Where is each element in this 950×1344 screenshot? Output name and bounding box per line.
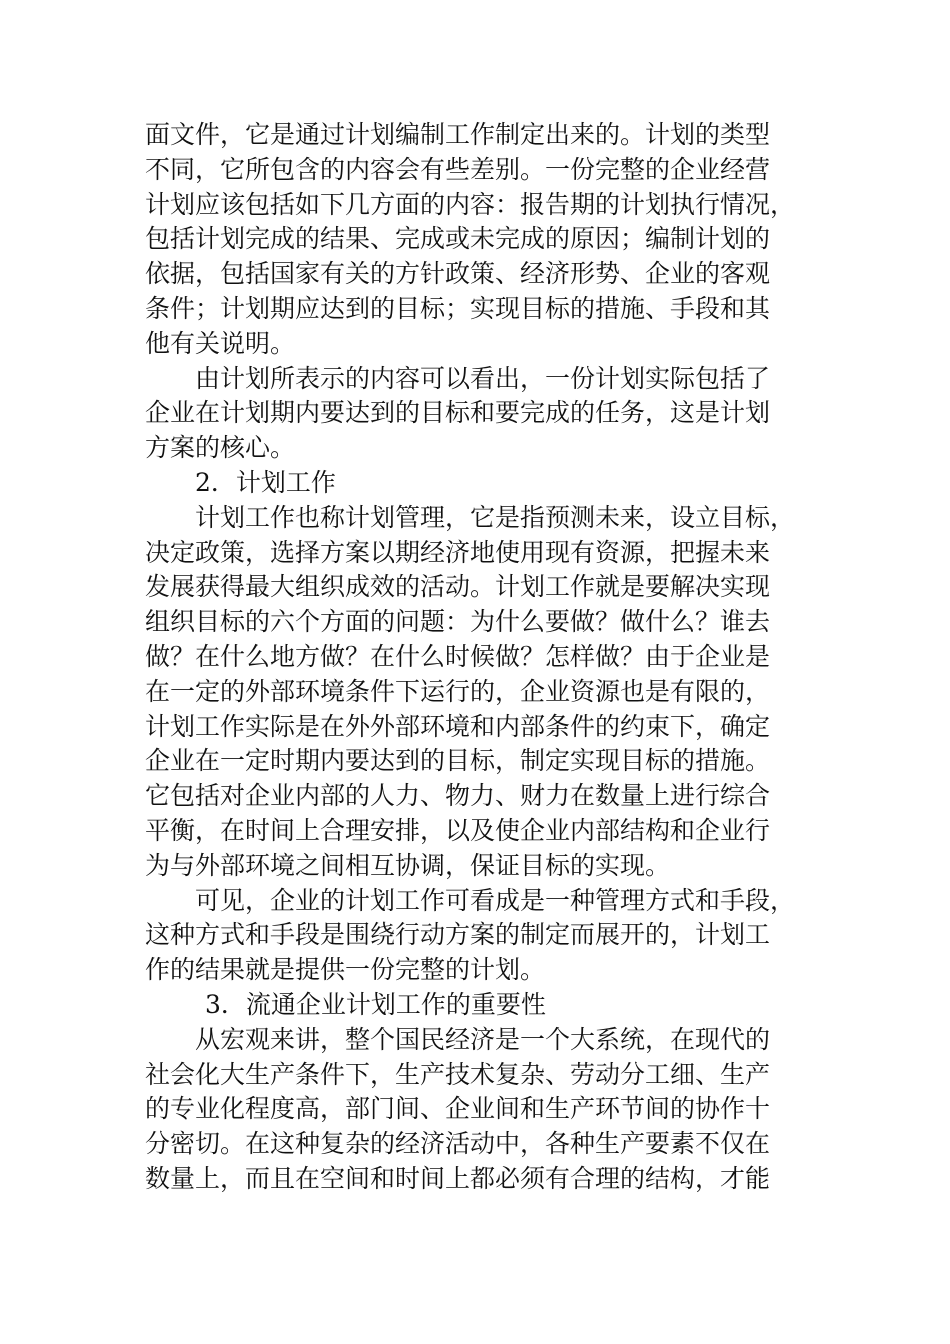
text-line: 条件；计划期应达到的目标；实现目标的措施、手段和其	[145, 293, 771, 323]
text-line: 数量上，而且在空间和时间上都必须有合理的结构，才能	[145, 1163, 771, 1193]
text-line: 可见，企业的计划工作可看成是一种管理方式和手段，	[195, 885, 796, 915]
text-line: 依据，包括国家有关的方针政策、经济形势、企业的客观	[145, 259, 771, 289]
text-line: 包括计划完成的结果、完成或未完成的原因；编制计划的	[145, 224, 771, 254]
text-line: 分密切。在这种复杂的经济活动中，各种生产要素不仅在	[145, 1129, 771, 1159]
text-line: 做？在什么地方做？在什么时候做？怎样做？由于企业是	[145, 641, 771, 671]
section-heading: 2．计划工作	[195, 467, 336, 497]
text-line: 平衡，在时间上合理安排，以及使企业内部结构和企业行	[145, 815, 771, 845]
text-line: 企业在一定时期内要达到的目标，制定实现目标的措施。	[145, 746, 771, 776]
text-line: 它包括对企业内部的人力、物力、财力在数量上进行综合	[145, 781, 771, 811]
text-line: 方案的核心。	[145, 433, 296, 463]
text-line: 的专业化程度高，部门间、企业间和生产环节间的协作十	[145, 1094, 771, 1124]
text-line: 作的结果就是提供一份完整的计划。	[145, 955, 546, 985]
section-heading: 3．流通企业计划工作的重要性	[205, 989, 546, 1019]
text-line: 社会化大生产条件下，生产技术复杂、劳动分工细、生产	[145, 1059, 771, 1089]
text-line: 为与外部环境之间相互协调，保证目标的实现。	[145, 850, 671, 880]
text-line: 计划工作实际是在外外部环境和内部条件的约束下，确定	[145, 711, 771, 741]
text-line: 不同，它所包含的内容会有些差别。一份完整的企业经营	[145, 154, 771, 184]
text-line: 计划工作也称计划管理，它是指预测未来，设立目标，	[195, 502, 796, 532]
document-body	[145, 118, 795, 1197]
text-line: 面文件，它是通过计划编制工作制定出来的。计划的类型	[145, 120, 771, 149]
text-line: 决定政策，选择方案以期经济地使用现有资源，把握未来	[145, 537, 771, 567]
text-line: 计划应该包括如下几方面的内容：报告期的计划执行情况，	[145, 189, 796, 219]
text-line: 这种方式和手段是围绕行动方案的制定而展开的，计划工	[145, 920, 771, 950]
text-line: 组织目标的六个方面的问题：为什么要做？做什么？谁去	[145, 607, 771, 637]
text-line: 他有关说明。	[145, 328, 296, 358]
text-line: 从宏观来讲，整个国民经济是一个大系统，在现代的	[195, 1024, 771, 1054]
text-line: 在一定的外部环境条件下运行的，企业资源也是有限的，	[145, 676, 771, 706]
text-line: 发展获得最大组织成效的活动。计划工作就是要解决实现	[145, 572, 771, 602]
text-line: 由计划所表示的内容可以看出，一份计划实际包括了	[195, 363, 771, 393]
text-line: 企业在计划期内要达到的目标和要完成的任务，这是计划	[145, 398, 771, 428]
